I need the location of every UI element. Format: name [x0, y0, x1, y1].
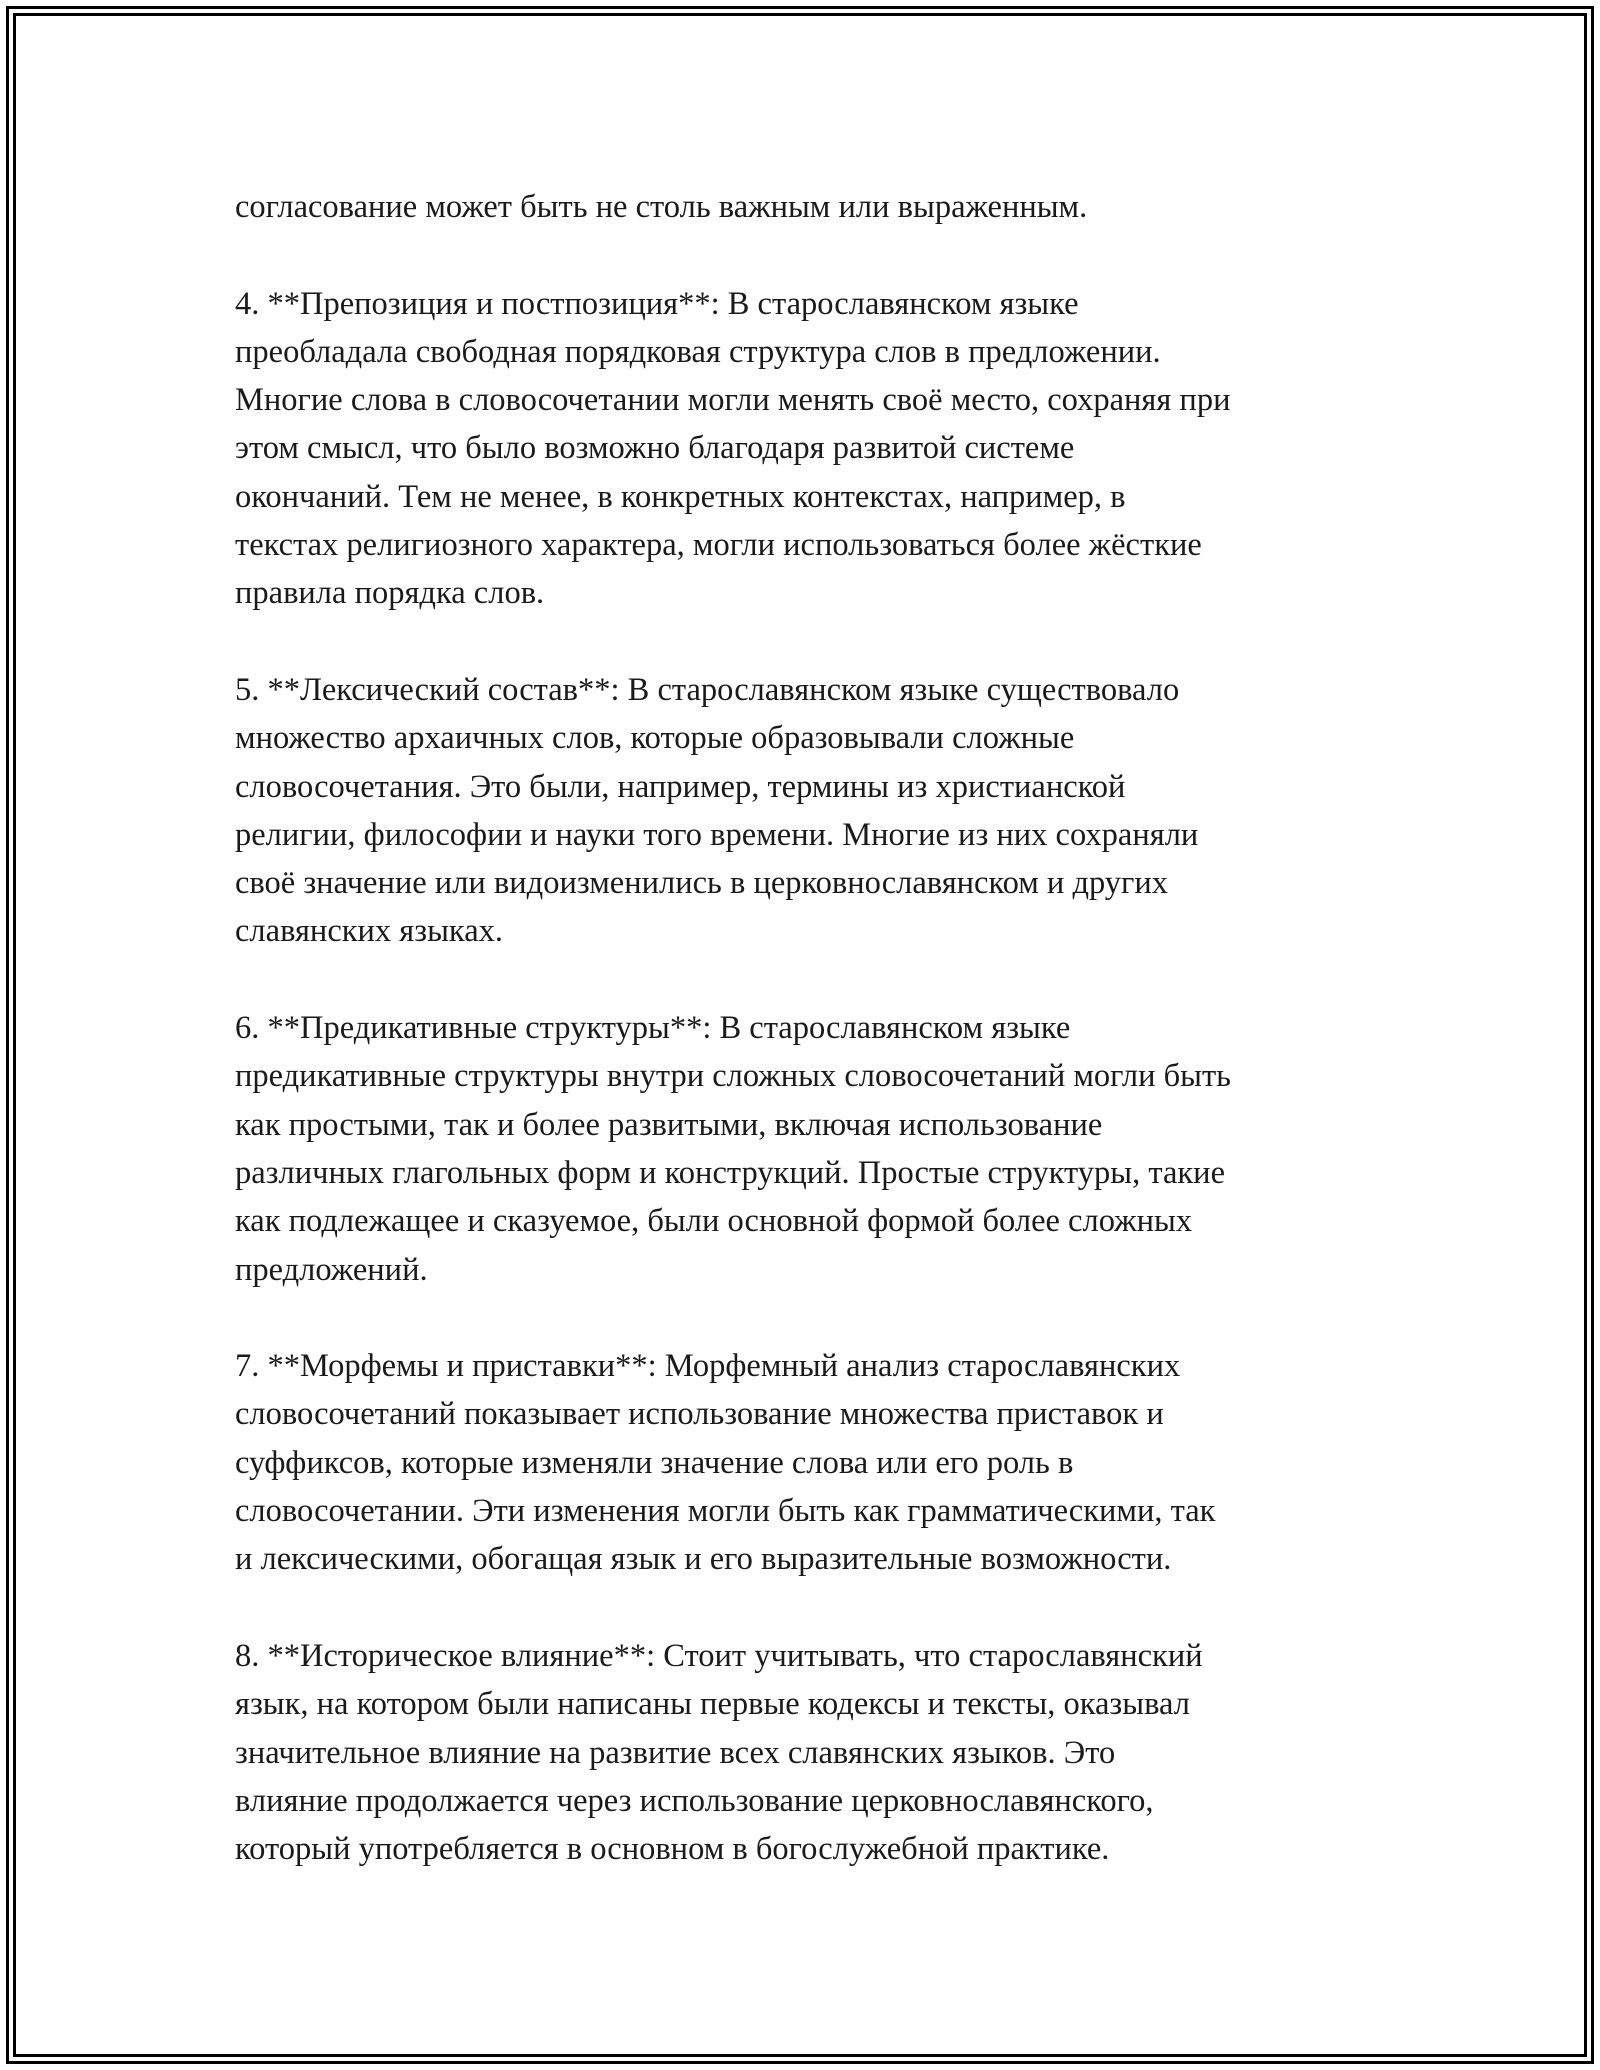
paragraph-morphemes-prefixes: 7. **Морфемы и приставки**: Морфемный анализ старославянских словосочетаний показывает использование множества приставок и суффиксов, которые изменяли значение слова или его роль в словосочетании. Эти изменения могли быть как грамматическими, так и лексическими, обогащая язык и его выразительные возможности.	[235, 1348, 1216, 1578]
paragraph-continuation: согласование может быть не столь важным или выраженным.	[235, 189, 1088, 225]
paragraph-historical-influence: 8. **Историческое влияние**: Стоит учитывать, что старославянский язык, на котором были написаны первые кодексы и тексты, оказывал значительное влияние на развитие всех славянских языков. Это влияние продолжается через использование церковнославянского, который употребляется в основном в богослужебной практике.	[235, 1637, 1203, 1868]
paragraph-lexical-composition: 5. **Лексический состав**: В старославянском языке существовало множество архаичных слов, которые образовывали сложные словосочетания. Это были, например, термины из христианской религии, философии и науки того времени. Многие из них сохраняли своё значение или видоизменились в церковнославянском и других славянских языках.	[235, 671, 1199, 950]
document-body	[235, 183, 1370, 1922]
paragraph-preposition-postposition: 4. **Препозиция и постпозиция**: В старославянском языке преобладала свободная порядковая структура слов в предложении. Многие слова в словосочетании могли менять своё место, сохраняя при этом смысл, что было возможно благодаря развитой системе окончаний. Тем не менее, в конкретных контекстах, например, в текстах религиозного характера, могли использоваться более жёсткие правила порядка слов.	[235, 285, 1231, 612]
paragraph-predicative-structures: 6. **Предикативные структуры**: В старославянском языке предикативные структуры внутри сложных словосочетаний могли быть как простыми, так и более развитыми, включая использование различных глагольных форм и конструкций. Простые структуры, такие как подлежащее и сказуемое, были основной формой более сложных предложений.	[235, 1010, 1231, 1288]
